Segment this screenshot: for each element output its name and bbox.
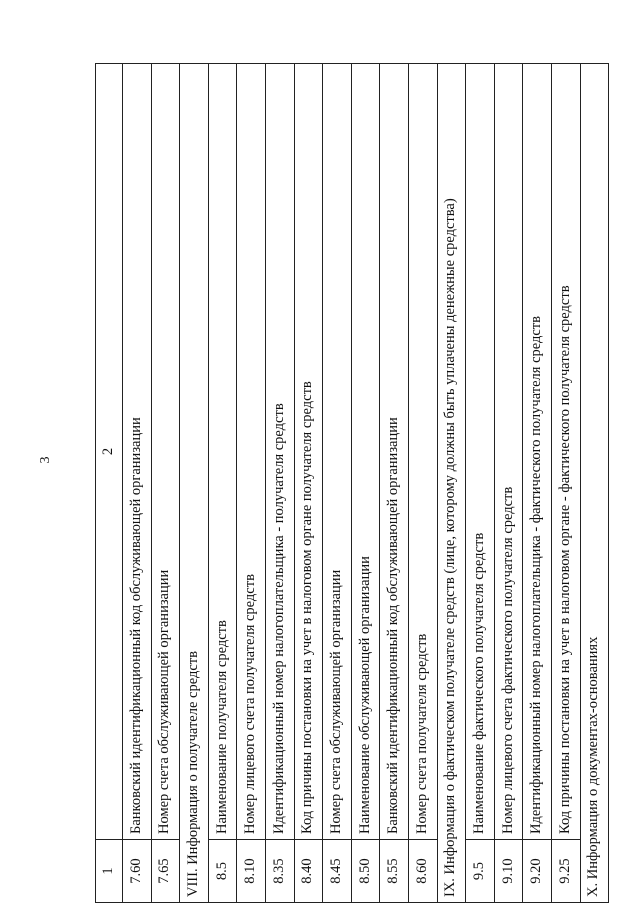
row-code: 8.5: [208, 840, 237, 903]
table-row: [408, 64, 437, 903]
section-title: VIII. Информация о получателе средств: [180, 64, 209, 903]
table-row: [123, 64, 152, 903]
row-description: Наименование получателя средств: [208, 64, 237, 840]
row-description: Банковский идентификационный код обслуживающей организации: [380, 64, 409, 840]
section-title: X. Информация о документах-основаниях: [580, 64, 609, 903]
row-code: 8.55: [380, 840, 409, 903]
table-row: [551, 64, 580, 903]
row-description: Наименование фактического получателя средств: [466, 64, 495, 840]
section-row: [580, 64, 609, 903]
row-description: Идентификационный номер налогоплательщика - получателя средств: [265, 64, 294, 840]
section-row: [437, 64, 466, 903]
row-code: 9.10: [494, 840, 523, 903]
table-row: [208, 64, 237, 903]
document-table-container: [95, 63, 607, 903]
row-description: Номер лицевого счета фактического получателя средств: [494, 64, 523, 840]
table-header-row: [96, 64, 123, 903]
page-number: 3: [38, 456, 53, 464]
table-row: [523, 64, 552, 903]
row-description: Номер счета обслуживающей организации: [151, 64, 180, 840]
row-description: Код причины постановки на учет в налоговом органе - фактического получателя средств: [551, 64, 580, 840]
row-code: 8.60: [408, 840, 437, 903]
row-code: 7.65: [151, 840, 180, 903]
table-row: [466, 64, 495, 903]
table-row: [323, 64, 352, 903]
row-description: Код причины постановки на учет в налоговом органе получателя средств: [294, 64, 323, 840]
row-code: 9.20: [523, 840, 552, 903]
row-code: 9.25: [551, 840, 580, 903]
column-header-1: 1: [96, 840, 123, 903]
row-code: 8.35: [265, 840, 294, 903]
row-code: 8.50: [351, 840, 380, 903]
row-code: 7.60: [123, 840, 152, 903]
table-row: [380, 64, 409, 903]
section-title: IX. Информация о фактическом получателе средств (лице, которому должны быть уплачены денежные средства): [437, 64, 466, 903]
row-code: 8.40: [294, 840, 323, 903]
row-description: Банковский идентификационный код обслуживающей организации: [123, 64, 152, 840]
row-description: Номер счета обслуживающей организации: [323, 64, 352, 840]
row-description: Номер лицевого счета получателя средств: [237, 64, 266, 840]
row-code: 8.10: [237, 840, 266, 903]
row-description: Наименование обслуживающей организации: [351, 64, 380, 840]
table-row: [494, 64, 523, 903]
table-row: [294, 64, 323, 903]
column-header-2: 2: [96, 64, 123, 840]
row-code: 9.5: [466, 840, 495, 903]
row-description: Номер счета получателя средств: [408, 64, 437, 840]
row-code: 8.45: [323, 840, 352, 903]
row-description: Идентификационный номер налогоплательщика - фактического получателя средств: [523, 64, 552, 840]
document-table: [95, 63, 609, 903]
table-row: [237, 64, 266, 903]
table-row: [265, 64, 294, 903]
table-row: [351, 64, 380, 903]
section-row: [180, 64, 209, 903]
table-row: [151, 64, 180, 903]
